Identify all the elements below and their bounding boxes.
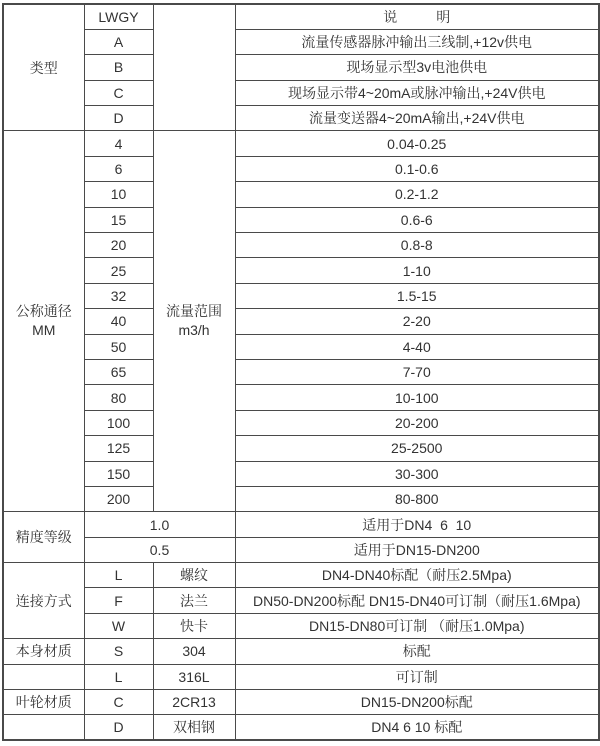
range-cell: 0.04-0.25 [235, 131, 599, 156]
table-row [3, 4, 599, 29]
type-desc-cell: 流量传感器脉冲输出三线制,+12v供电 [235, 29, 599, 54]
table-row [3, 80, 599, 105]
accuracy-value-cell: 0.5 [84, 537, 235, 562]
table-row [3, 334, 599, 359]
range-cell: 1.5-15 [235, 283, 599, 308]
dn-cell: 4 [84, 131, 153, 156]
table-row [3, 385, 599, 410]
type-desc-cell: 现场显示带4~20mA或脉冲输出,+24V供电 [235, 80, 599, 105]
table-row [3, 258, 599, 283]
material-code-cell: L [84, 664, 153, 689]
table-row [3, 410, 599, 435]
connection-name-cell: 快卡 [153, 613, 235, 638]
empty-cell [3, 664, 84, 689]
table-row [3, 359, 599, 384]
table-row [3, 207, 599, 232]
empty-cell [153, 4, 235, 131]
material-desc-cell: DN4 6 10 标配 [235, 715, 599, 740]
dn-cell: 200 [84, 486, 153, 511]
range-cell: 25-2500 [235, 436, 599, 461]
table-row [3, 309, 599, 334]
material-desc-cell: DN15-DN200标配 [235, 690, 599, 715]
table-row [3, 512, 599, 537]
dn-cell: 6 [84, 156, 153, 181]
table-row [3, 131, 599, 156]
range-cell: 1-10 [235, 258, 599, 283]
range-label-cell [153, 131, 235, 512]
table-row [3, 486, 599, 511]
material-code-cell: D [84, 715, 153, 740]
empty-cell [3, 715, 84, 740]
table-row [3, 715, 599, 740]
table-row [3, 436, 599, 461]
table-row [3, 664, 599, 689]
material-code-cell: S [84, 639, 153, 664]
material-desc-cell: 可订制 [235, 664, 599, 689]
material-desc-cell: 标配 [235, 639, 599, 664]
table-row [3, 588, 599, 613]
range-cell: 30-300 [235, 461, 599, 486]
connection-desc-cell: DN50-DN200标配 DN15-DN40可订制（耐压1.6Mpa) [235, 588, 599, 613]
dn-cell: 50 [84, 334, 153, 359]
range-cell: 10-100 [235, 385, 599, 410]
range-cell: 7-70 [235, 359, 599, 384]
table-row [3, 690, 599, 715]
table-row [3, 639, 599, 664]
dn-cell: 125 [84, 436, 153, 461]
table-row [3, 461, 599, 486]
type-code-cell: B [84, 55, 153, 80]
dn-cell: 15 [84, 207, 153, 232]
section-label-accuracy: 精度等级 [3, 512, 84, 563]
section-label-body-material: 本身材质 [3, 639, 84, 664]
diameter-label-line1: 公称通径 [15, 303, 72, 320]
range-cell: 80-800 [235, 486, 599, 511]
table-row [3, 182, 599, 207]
section-label-type: 类型 [3, 4, 84, 131]
connection-name-cell: 螺纹 [153, 563, 235, 588]
connection-desc-cell: DN4-DN40标配（耐压2.5Mpa) [235, 563, 599, 588]
range-cell: 0.6-6 [235, 207, 599, 232]
dn-cell: 25 [84, 258, 153, 283]
range-label-line1: 流量范围 [166, 303, 222, 320]
table-row [3, 283, 599, 308]
section-label-impeller-material: 叶轮材质 [3, 690, 84, 715]
dn-cell: 40 [84, 309, 153, 334]
connection-code-cell: F [84, 588, 153, 613]
type-code-cell: D [84, 106, 153, 131]
table-row [3, 55, 599, 80]
type-desc-cell: 流量变送器4~20mA输出,+24V供电 [235, 106, 599, 131]
range-label-line2: m3/h [178, 322, 210, 339]
dn-cell: 20 [84, 233, 153, 258]
material-name-cell: 双相钢 [153, 715, 235, 740]
type-code-cell: C [84, 80, 153, 105]
material-code-cell: C [84, 690, 153, 715]
table-row [3, 563, 599, 588]
section-label-connection: 连接方式 [3, 563, 84, 639]
table-row [3, 106, 599, 131]
spec-table [2, 3, 600, 741]
accuracy-value-cell: 1.0 [84, 512, 235, 537]
table-row [3, 613, 599, 638]
material-name-cell: 304 [153, 639, 235, 664]
section-label-diameter [3, 131, 84, 512]
material-name-cell: 2CR13 [153, 690, 235, 715]
accuracy-desc-cell: 适用于DN15-DN200 [235, 537, 599, 562]
type-desc-cell: 现场显示型3v电池供电 [235, 55, 599, 80]
model-header-cell: LWGY [84, 4, 153, 29]
range-cell: 0.1-0.6 [235, 156, 599, 181]
material-name-cell: 316L [153, 664, 235, 689]
dn-cell: 150 [84, 461, 153, 486]
table-row [3, 156, 599, 181]
dn-cell: 100 [84, 410, 153, 435]
table-row [3, 233, 599, 258]
connection-code-cell: W [84, 613, 153, 638]
table-row [3, 537, 599, 562]
connection-code-cell: L [84, 563, 153, 588]
range-cell: 2-20 [235, 309, 599, 334]
type-code-cell: A [84, 29, 153, 54]
connection-name-cell: 法兰 [153, 588, 235, 613]
range-cell: 20-200 [235, 410, 599, 435]
range-cell: 0.8-8 [235, 233, 599, 258]
desc-header-cell: 说 明 [235, 4, 599, 29]
range-cell: 4-40 [235, 334, 599, 359]
dn-cell: 65 [84, 359, 153, 384]
diameter-label-line2: MM [32, 322, 56, 339]
connection-desc-cell: DN15-DN80可订制 （耐压1.0Mpa) [235, 613, 599, 638]
range-cell: 0.2-1.2 [235, 182, 599, 207]
accuracy-desc-cell: 适用于DN4 6 10 [235, 512, 599, 537]
dn-cell: 32 [84, 283, 153, 308]
dn-cell: 10 [84, 182, 153, 207]
table-row [3, 29, 599, 54]
dn-cell: 80 [84, 385, 153, 410]
